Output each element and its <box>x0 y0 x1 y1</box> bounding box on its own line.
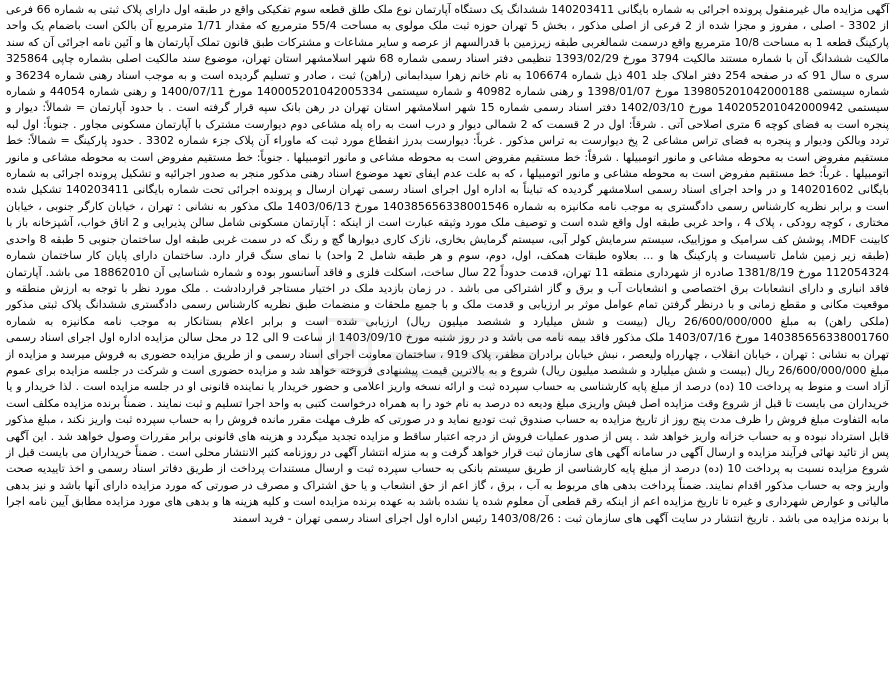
notice-body: آگهی مزایده مال غیرمنقول پرونده اجرائی به شماره بایگانی 140203411 ششدانگ یک دستگاه آپارتمان نوع ملک طلق قطعه سوم تفکیکی واقع در طبقه اول دارای پلاک ثبتی به شماره 66 فرعی از 3302 - اصلی ، مفروز و مجزا شده از 2 فرعی از اصلی مذکور ، بخش 5 تهران حوزه ثبت ملک مولوی به مساحت 55/4 مترمربع که مقدار 1/71 مترمربع آن بالکن است باضمام یک واحد پارکینگ قطعه 1 به مساحت 10/8 مترمربع واقع درسمت شمالغربی طبقه زیرزمین با قدرالسهم از عرصه و سایر مشاعات و مشترکات طبق قانون تملک آپارتمان ها و آئین نامه اجرائی آن که سند مالکیت ششدانگ آن با شماره مستند مالکیت 3794 مورخ 1393/02/29 تنظیمی دفتر اسناد رسمی شماره 68 شهر اسلامشهر استان تهران، موضوع سند مالکیت اصلی بشماره چاپی 325864 سری ه سال 91 که در صفحه 254 دفتر املاک جلد 401 ذیل شماره 106674 به نام خانم زهرا سیدابمانی (راهن) ثبت ، صادر و تسلیم گردیده است و به موجب اسناد رهنی شماره 36234 و شماره سیستمی 139805201042000188 مورخ 1398/01/07 و رهنی شماره 40982 و شماره سیستمی 140005201042005334 مورخ 1400/07/11 و رهنی شماره 44054 و شماره سیستمی 140205201042000942 مورخ 1402/03/10 دفتر اسناد رسمی شماره 15 شهر اسلامشهر استان تهران در رهن بانک سپه قرار گرفته است . با حدود آپارتمان = شمالاً: دیوار و پنجره است به فضای کوچه 6 متری اصلاحی آتی . شرقاً: اول در 2 قسمت که 2 شمالی دیوار و درب است به راه پله مشاعی دوم دیوارست مشترک با آپارتمان مسکونی مجاور . جنوباً: اول لبه تردد وبالکن ودیوار و پنجره به فضای تراس مشاعی 2 پخ دیوارست به تراس مذکور . غرباً: دیوارست بدرز انقطاع مورد ثبت که ماوراء آن پلاک جزء شماره 3302 . حدود پارکینگ = شمالاً: خط مستقیم مفروض است به محوطه مشاعی و مانور اتومبیلها . شرقاً: خط مستقیم مفروض است به محوطه مشاعی و مانور اتومبیلها . جنوباً: خط مستقیم مفروض است به محوطه مشاعی و مانور اتومبیلها . غرباً: خط مستقیم مفروض است به محوطه مشاعی و مانور اتومبیلها ، که به علت عدم ایفای تعهد موضوع اسناد رهنی مذکور منجر به صدور اجرائیه و تشکیل پرونده اجرائی به شماره بایگانی 140201602 و در واحد اجرای اسناد رسمی اسلامشهر گردیده که تبایناً به اداره اول اجرای اسناد رسمی تهران ارسال و پرونده اجرائی تحت شماره بایگانی 140203411 تشکیل شده است و برابر نظریه کارشناس رسمی دادگستری به موجب نامه مکانیزه به شماره 140385656338001546 مورخ 1403/06/13 ملک مذکور به نشانی : تهران ، خیابان کارگر جنوبی ، خیابان مختاری ، کوچه رودکی ، پلاک 4 ، واحد غربی طبقه اول واقع شده است و توصیف ملک مورد وثیقه عبارت است از اینکه : آپارتمان مسکونی شامل سالن پذیرایی و 2 اتاق خواب، آشپزخانه باز با کابینت MDF، پوشش کف سرامیک و موزاییک، سیستم سرمایش کولر آبی، سیستم گرمایش بخاری، نازک کاری دیوارها گچ و رنگ که در سمت غربی طبقه اول ساختمان جنوبی 5 طبقه 8 واحدی (طبقه زیر زمین شامل تاسیسات و پارکینگ ها و ... بعلاوه طبقات همکف، اول، دوم، سوم و هر طبقه شامل 2 واحد) با نمای سنگ قرار دارد. ساختمان دارای پایان کار ساختمان شماره 112054324 مورخ 1381/8/19 صادره از شهرداری منطقه 11 تهران، قدمت حدوداً 22 سال ساخت، اسکلت فلزی و فاقد آسانسور بوده و شماره شناسایی آن 18862010 می باشد. آپارتمان فاقد انباری و دارای انشعابات برق اختصاصی و انشعابات آب و برق و گاز اشتراکی می باشد . در زمان بازدید ملک در اختیار مستاجر قراردادشت . ملک مورد نظر با توجه به ارزش منطقه و موقعیت مکانی و مقطع زمانی و با درنظر گرفتن تمام عوامل موثر بر ارزیابی و قدمت ملک و با جمیع ملحقات و منضمات طبق نظریه کارشناس رسمی دادگستری ششدانگ پلاک ثبتی مذکور (ملکی راهن) به مبلغ 26/600/000/000 ریال (بیست و شش میلیارد و ششصد میلیون ریال) ارزیابی شده است و برابر اعلام بستانکار به موجب نامه مکانیزه به شماره 140385656338001760 مورخ 1403/07/16 ملک مذکور فاقد بیمه نامه می باشد و در روز شنبه مورخ 1403/09/10 از ساعت 9 الی 12 در محل سالن مزایده اداره اول اجرای اسناد رسمی تهران به نشانی : تهران ، خیابان انقلاب ، چهارراه ولیعصر ، نبش خیابان برادران مظفر، پلاک 919 ، ساختمان معاونت اجرای اسناد رسمی و از طریق مزایده حضوری به فروش میرسد و مزایده از مبلغ 26/600/000/000 ریال (بیست و شش میلیارد و ششصد میلیون ریال) شروع و به بالاترین قیمت پیشنهادی فروخته خواهد شد و مزایده حضوری است و شرکت در جلسه مزایده برای عموم آزاد است و منوط به پرداخت 10 (ده) درصد از مبلغ پایه کارشناسی به حساب سپرده ثبت و ارائه نسخه واریز اعلامی و حضور خریدار یا نماینده قانونی او در جلسه مزایده است . لذا خریدار و یا خریداران می بایست تا قبل از شروع وقت مزایده اصل فیش واریزی مبلغ ودیعه ده درصد به نام خود را به همراه درخواست کتبی به واحد اجرا تسلیم و ثبت نمایند . ضمناً برنده مزایده مکلف است مابه التفاوت مبلغ فروش را ظرف مدت پنج روز از تاریخ مزایده به حساب صندوق ثبت تودیع نماید و در صورتی که ظرف مهلت مقرر مانده فروش را به حساب سپرده ثبت واریز نکند ، مبلغ مذکور قابل استرداد نبوده و به حساب خزانه واریز خواهد شد . پس از صدور عملیات فروش از درجه اعتبار ساقط و مزایده تجدید میگردد و هزینه های قانونی برابر مقررات وصول خواهد شد . این آگهی پس از تائید نهائی فرآیند مزایده و ارسال آگهی در سامانه آگهی های سازمان ثبت قرار خواهد گرفت و به منزله انتشار آگهی در روزنامه کثیر الانتشار محلی است . ضمناً خریداران می بایست قبل از شروع مزایده نسبت به پرداخت 10 (ده) درصد از مبلغ پایه کارشناسی از طریق سیستم بانکی به حساب سپرده ثبت و ارسال مستندات پرداخت از طریق دفاتر اسناد رسمی و اخذ تاییدیه صحت واریز وجه به حساب مذکور اقدام نمایند. ضمناً پرداخت بدهی های مربوط به آب ، برق ، گاز اعم از حق انشعاب و یا حق اشتراک و مصرف در صورتی که مورد مزایده دارای آنها باشد و نیز بدهی مالیاتی و عوارض شهرداری و غیره تا تاریخ مزایده اعم از اینکه رقم قطعی آن معلوم شده یا نشده باشد به عهده برنده مزایده است و کلیه هزینه ها و بدهی های مورد مزایده مطابق آیین نامه اجرا با برنده مزایده می باشد . تاریخ انتشار در سایت آگهی های سازمان ثبت : 1403/08/26 رئیس اداره اول اجرای اسناد رسمی تهران - فرید اسمند <box>6 3 890 525</box>
